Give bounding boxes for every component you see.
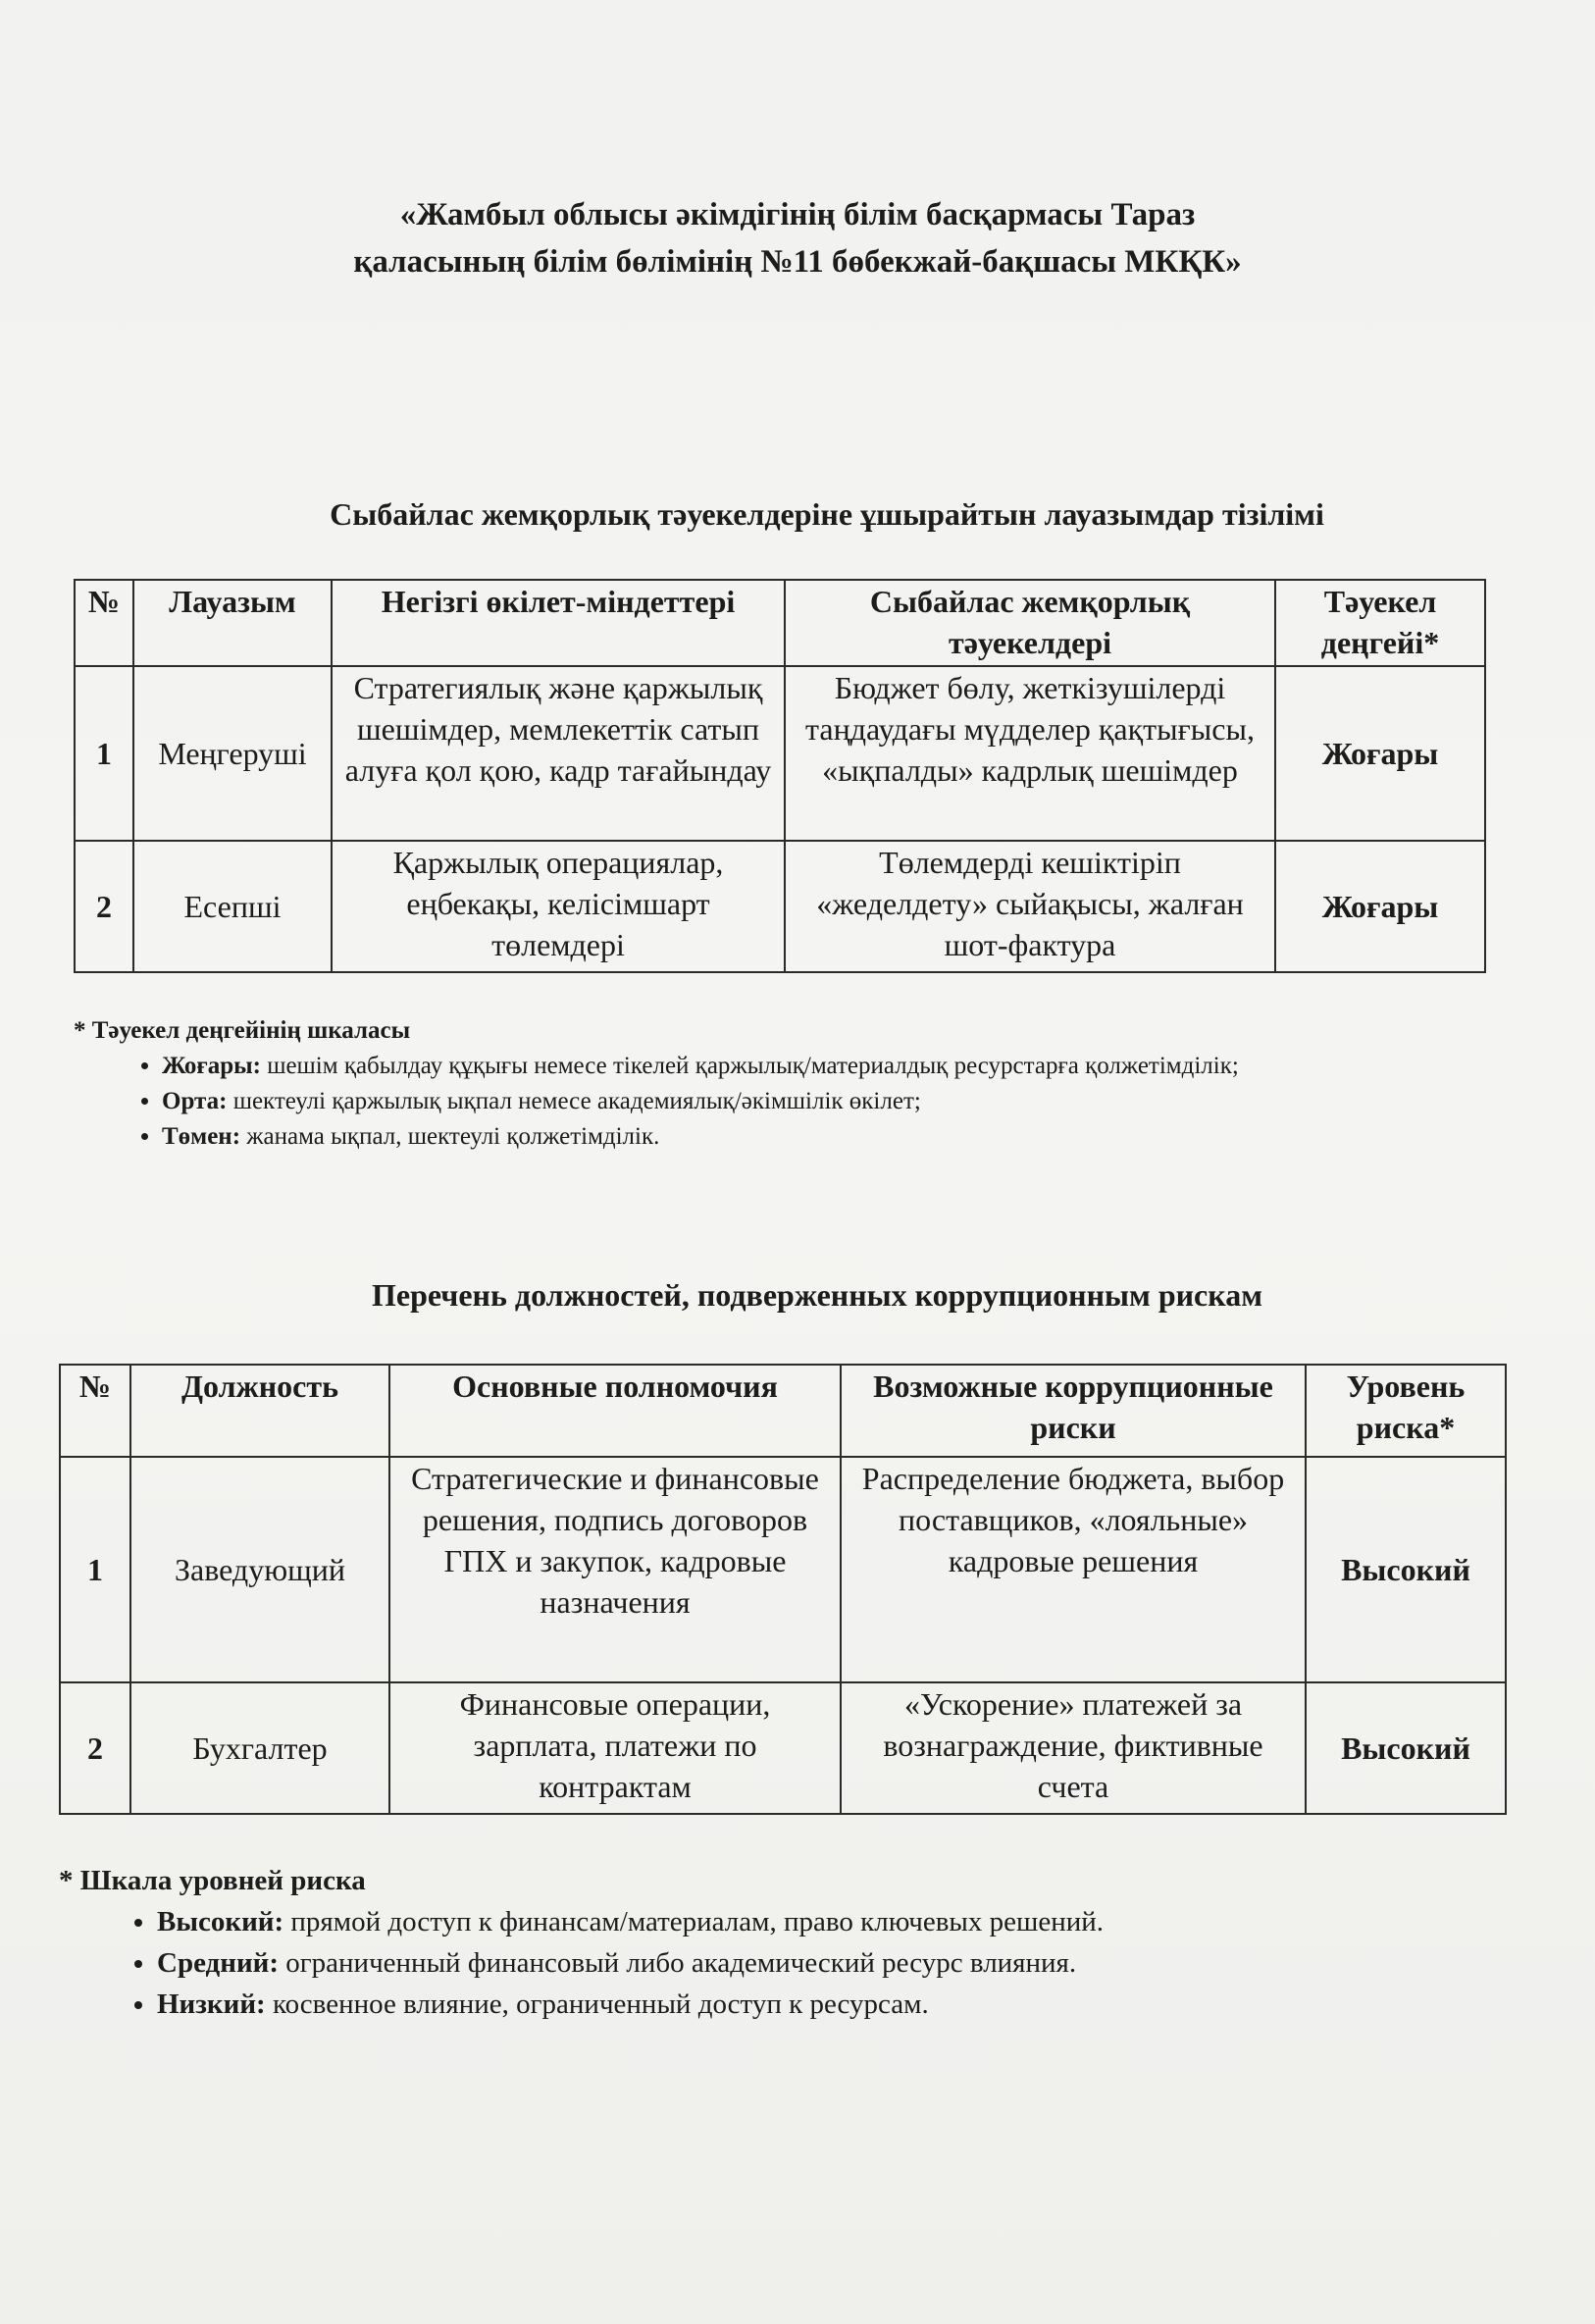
legend-item	[162, 1051, 1427, 1082]
row-duties: Финансовые операции, зарплата, платежи по контрактам	[389, 1682, 841, 1814]
column-header-number: №	[60, 1365, 130, 1457]
row-risk-level: Высокий	[1306, 1457, 1506, 1682]
legend-item	[162, 1086, 1427, 1117]
legend-term: Төмен:	[162, 1123, 241, 1150]
ru-section-title: Перечень должностей, подверженных коррупционным рискам	[372, 1277, 1262, 1313]
organization-header	[0, 191, 1595, 285]
row-position: Заведующий	[130, 1457, 389, 1682]
row-risks: Бюджет бөлу, жеткізушілерді таңдаудағы мүдделер қақтығысы, «ықпалды» кадрлық шешімдер	[785, 666, 1275, 841]
column-header-risks: Возможные коррупционные риски	[841, 1365, 1306, 1457]
column-header-level: Уровень риска*	[1306, 1365, 1506, 1457]
legend-text: шешім қабылдау құқығы немесе тікелей қаржылық/материалдық ресурстарға қолжетімділік;	[267, 1053, 1239, 1079]
kz-positions-table	[74, 579, 1486, 973]
row-number: 1	[75, 666, 133, 841]
table-header-row	[60, 1365, 1506, 1457]
row-number: 2	[75, 841, 133, 972]
row-duties: Стратегические и финансовые решения, подпись договоров ГПХ и закупок, кадровые назначения	[389, 1457, 841, 1682]
header-line-2: қаласының білім бөлімінің №11 бөбекжай-бақшасы МКҚК»	[353, 244, 1242, 280]
row-duties: Қаржылық операциялар, еңбекақы, келісімшарт төлемдері	[332, 841, 785, 972]
legend-item	[162, 1121, 1427, 1153]
row-risks: Распределение бюджета, выбор поставщиков, «лояльные» кадровые решения	[841, 1457, 1306, 1682]
table-header-row	[75, 580, 1485, 666]
kz-risk-scale-legend	[74, 1015, 1427, 1157]
ru-positions-table	[59, 1364, 1507, 1815]
row-number: 1	[60, 1457, 130, 1682]
legend-item	[157, 1903, 1432, 1940]
table-row	[75, 841, 1485, 972]
column-header-number: №	[75, 580, 133, 666]
row-risk-level: Жоғары	[1275, 841, 1485, 972]
column-header-position: Должность	[130, 1365, 389, 1457]
legend-term: Низкий:	[157, 1988, 266, 2020]
kz-section-title: Сыбайлас жемқорлық тәуекелдеріне ұшырайтын лауазымдар тізілімі	[330, 496, 1324, 532]
row-risk-level: Жоғары	[1275, 666, 1485, 841]
legend-term: Средний:	[157, 1947, 280, 1979]
column-header-level: Тәуекел деңгейі*	[1275, 580, 1485, 666]
legend-item	[157, 1944, 1432, 1982]
legend-title: * Шкала уровней риска	[59, 1865, 366, 1896]
legend-text: жанама ықпал, шектеулі қолжетімділік.	[246, 1123, 660, 1150]
column-header-duties: Основные полномочия	[389, 1365, 841, 1457]
row-position: Меңгеруші	[133, 666, 332, 841]
legend-list	[74, 1051, 1427, 1153]
legend-term: Орта:	[162, 1088, 228, 1114]
table-row	[60, 1682, 1506, 1814]
legend-term: Жоғары:	[162, 1053, 261, 1079]
column-header-position: Лауазым	[133, 580, 332, 666]
legend-text: прямой доступ к финансам/материалам, право ключевых решений.	[290, 1906, 1105, 1937]
legend-text: шектеулі қаржылық ықпал немесе академиялық/әкімшілік өкілет;	[232, 1088, 921, 1114]
legend-term: Высокий:	[157, 1906, 284, 1937]
row-risk-level: Высокий	[1306, 1682, 1506, 1814]
row-number: 2	[60, 1682, 130, 1814]
header-line-1: «Жамбыл облысы әкімдігінің білім басқармасы Тараз	[399, 197, 1196, 232]
table-row	[60, 1457, 1506, 1682]
legend-text: косвенное влияние, ограниченный доступ к ресурсам.	[272, 1988, 929, 2020]
legend-title: * Тәуекел деңгейінің шкаласы	[74, 1017, 411, 1044]
row-risks: «Ускорение» платежей за вознаграждение, фиктивные счета	[841, 1682, 1306, 1814]
column-header-risks: Сыбайлас жемқорлық тәуекелдері	[785, 580, 1275, 666]
row-position: Есепші	[133, 841, 332, 972]
ru-risk-scale-legend	[59, 1862, 1432, 2027]
legend-list	[59, 1903, 1432, 2023]
column-header-duties: Негізгі өкілет-міндеттері	[332, 580, 785, 666]
legend-text: ограниченный финансовый либо академический ресурс влияния.	[285, 1947, 1077, 1979]
table-row	[75, 666, 1485, 841]
legend-item	[157, 1986, 1432, 2023]
row-duties: Стратегиялық және қаржылық шешімдер, мемлекеттік сатып алуға қол қою, кадр тағайындау	[332, 666, 785, 841]
row-risks: Төлемдерді кешіктіріп «жеделдету» сыйақысы, жалған шот-фактура	[785, 841, 1275, 972]
row-position: Бухгалтер	[130, 1682, 389, 1814]
